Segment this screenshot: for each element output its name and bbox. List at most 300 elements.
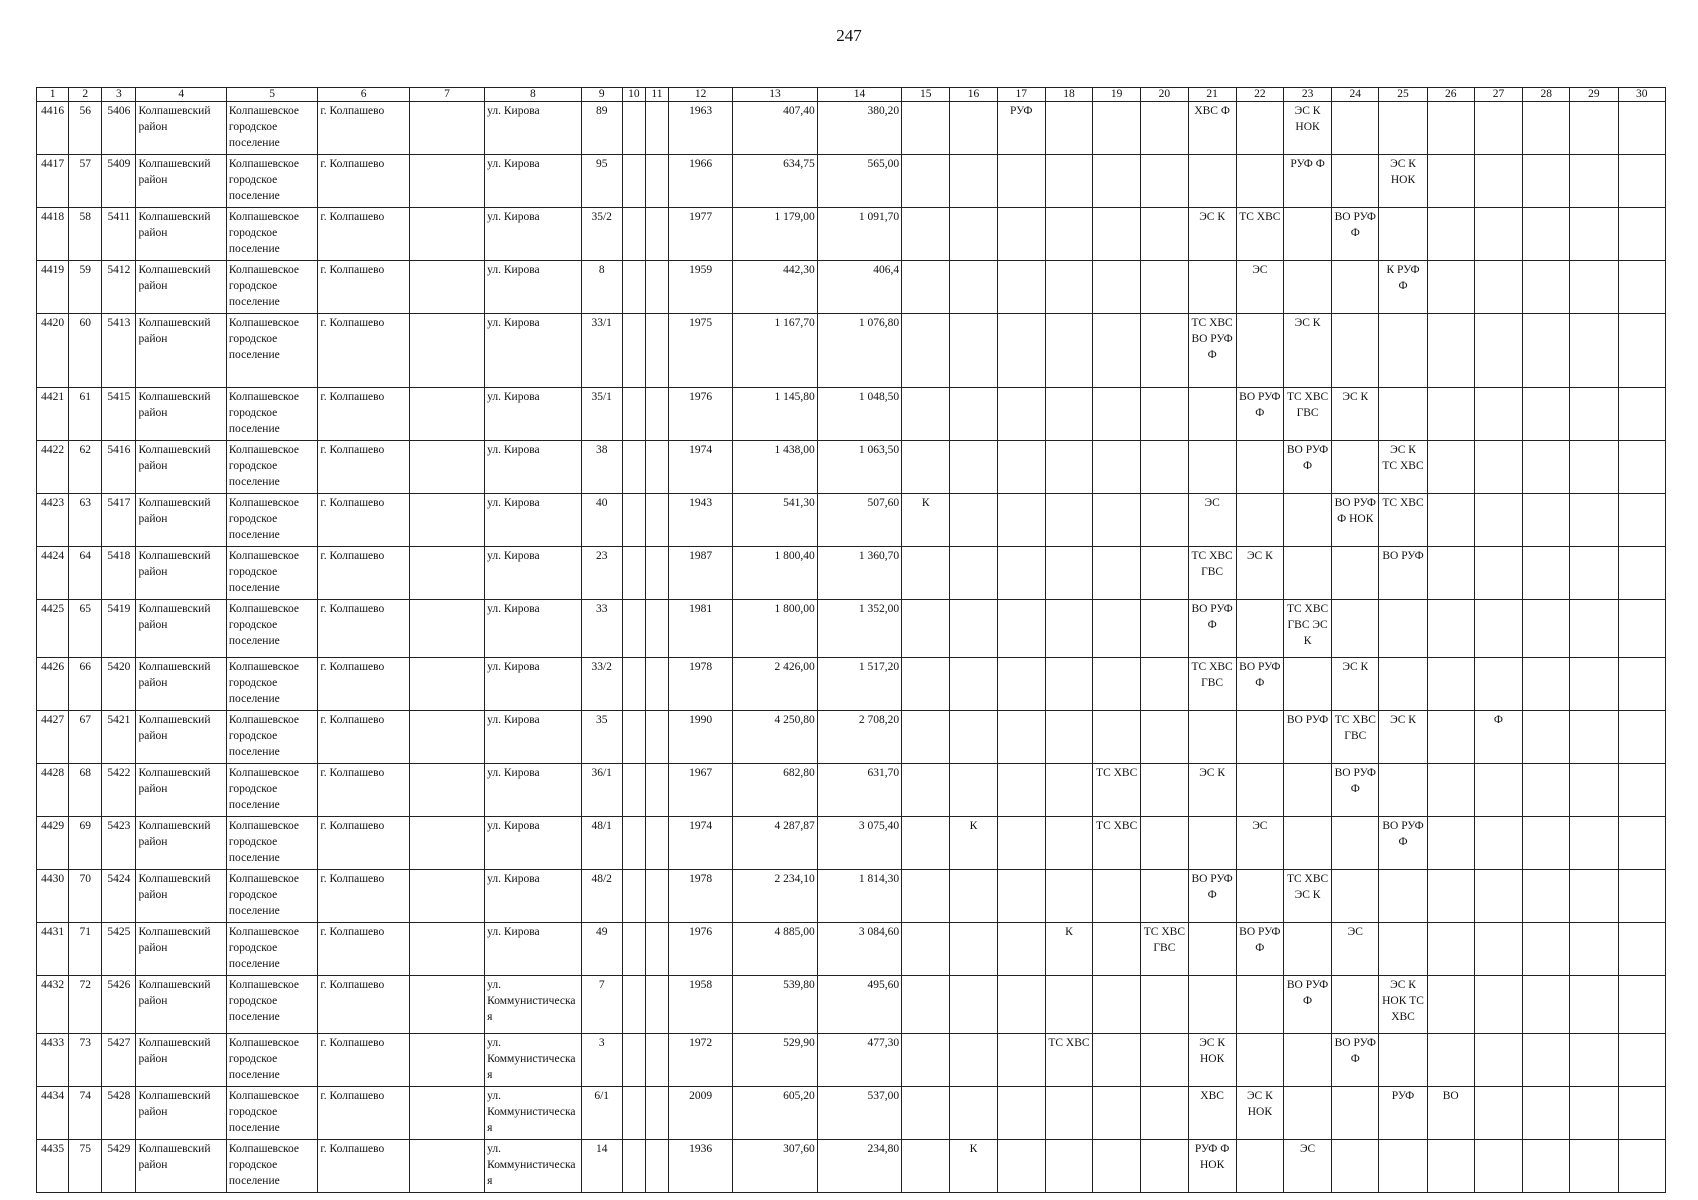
cell-col-20: ТС ХВС ГВС xyxy=(1141,923,1188,976)
cell-col-7 xyxy=(409,102,484,155)
cell-col-10 xyxy=(622,764,645,817)
cell-col-19 xyxy=(1093,208,1141,261)
cell-col-10 xyxy=(622,208,645,261)
cell-col-29 xyxy=(1570,764,1618,817)
column-header-25: 25 xyxy=(1379,88,1427,102)
cell-col-29 xyxy=(1570,1034,1618,1087)
cell-col-6: г. Колпашево xyxy=(318,764,409,817)
cell-col-21: ТС ХВС ГВС xyxy=(1188,547,1236,600)
cell-col-24: ВО РУФ Ф xyxy=(1332,764,1379,817)
cell-col-24: ЭС К xyxy=(1332,388,1379,441)
cell-col-8: ул. Кирова xyxy=(485,102,581,155)
table-row xyxy=(37,764,1666,817)
cell-col-13: 2 426,00 xyxy=(733,658,817,711)
cell-col-27 xyxy=(1474,1140,1522,1193)
cell-col-2: 69 xyxy=(69,817,102,870)
cell-col-30 xyxy=(1618,658,1665,711)
cell-col-19 xyxy=(1093,102,1141,155)
cell-col-14: 631,70 xyxy=(817,764,901,817)
cell-col-17 xyxy=(997,976,1045,1034)
cell-col-4: Колпашевский район xyxy=(136,976,226,1034)
cell-col-19 xyxy=(1093,314,1141,388)
cell-col-27 xyxy=(1474,314,1522,388)
cell-col-27 xyxy=(1474,155,1522,208)
cell-col-25: РУФ xyxy=(1379,1087,1427,1140)
cell-col-1: 4418 xyxy=(37,208,69,261)
column-header-2: 2 xyxy=(69,88,102,102)
cell-col-13: 529,90 xyxy=(733,1034,817,1087)
cell-col-11 xyxy=(645,102,668,155)
cell-col-16 xyxy=(950,547,997,600)
cell-col-25 xyxy=(1379,208,1427,261)
cell-col-20 xyxy=(1141,658,1188,711)
table-row xyxy=(37,208,1666,261)
table-row xyxy=(37,155,1666,208)
cell-col-14: 1 352,00 xyxy=(817,600,901,658)
column-numbers-header xyxy=(37,88,1666,102)
cell-col-22 xyxy=(1236,155,1283,208)
cell-col-25: ЭС К xyxy=(1379,711,1427,764)
cell-col-15 xyxy=(902,547,950,600)
cell-col-24 xyxy=(1332,547,1379,600)
cell-col-18: К xyxy=(1045,923,1092,976)
cell-col-12: 1972 xyxy=(669,1034,733,1087)
column-header-7: 7 xyxy=(409,88,484,102)
cell-col-22 xyxy=(1236,102,1283,155)
cell-col-7 xyxy=(409,388,484,441)
cell-col-4: Колпашевский район xyxy=(136,155,226,208)
cell-col-21 xyxy=(1188,817,1236,870)
cell-col-19 xyxy=(1093,441,1141,494)
cell-col-6: г. Колпашево xyxy=(318,494,409,547)
cell-col-4: Колпашевский район xyxy=(136,658,226,711)
table-row xyxy=(37,547,1666,600)
cell-col-26 xyxy=(1427,923,1474,976)
cell-col-2: 64 xyxy=(69,547,102,600)
cell-col-9: 23 xyxy=(581,547,622,600)
cell-col-17 xyxy=(997,711,1045,764)
cell-col-28 xyxy=(1523,441,1570,494)
cell-col-15 xyxy=(902,658,950,711)
cell-col-26 xyxy=(1427,817,1474,870)
cell-col-15 xyxy=(902,870,950,923)
cell-col-23: ЭС К xyxy=(1283,314,1331,388)
cell-col-23 xyxy=(1283,1034,1331,1087)
cell-col-5: Колпашевское городское поселение xyxy=(226,261,317,314)
cell-col-20 xyxy=(1141,764,1188,817)
cell-col-10 xyxy=(622,976,645,1034)
cell-col-6: г. Колпашево xyxy=(318,1087,409,1140)
cell-col-23 xyxy=(1283,547,1331,600)
cell-col-27 xyxy=(1474,1087,1522,1140)
cell-col-26 xyxy=(1427,870,1474,923)
cell-col-2: 70 xyxy=(69,870,102,923)
cell-col-26 xyxy=(1427,547,1474,600)
cell-col-25 xyxy=(1379,923,1427,976)
cell-col-28 xyxy=(1523,155,1570,208)
cell-col-24 xyxy=(1332,155,1379,208)
cell-col-27: Ф xyxy=(1474,711,1522,764)
cell-col-7 xyxy=(409,1140,484,1193)
cell-col-18 xyxy=(1045,441,1092,494)
cell-col-27 xyxy=(1474,658,1522,711)
cell-col-3: 5413 xyxy=(102,314,136,388)
cell-col-2: 65 xyxy=(69,600,102,658)
cell-col-24 xyxy=(1332,1087,1379,1140)
cell-col-9: 35/1 xyxy=(581,388,622,441)
cell-col-2: 71 xyxy=(69,923,102,976)
cell-col-5: Колпашевское городское поселение xyxy=(226,388,317,441)
cell-col-21 xyxy=(1188,976,1236,1034)
cell-col-15 xyxy=(902,1140,950,1193)
cell-col-6: г. Колпашево xyxy=(318,155,409,208)
cell-col-14: 1 048,50 xyxy=(817,388,901,441)
cell-col-10 xyxy=(622,547,645,600)
cell-col-1: 4432 xyxy=(37,976,69,1034)
cell-col-15 xyxy=(902,1034,950,1087)
cell-col-13: 1 800,00 xyxy=(733,600,817,658)
cell-col-24 xyxy=(1332,817,1379,870)
column-header-21: 21 xyxy=(1188,88,1236,102)
cell-col-1: 4417 xyxy=(37,155,69,208)
cell-col-22: ЭС К xyxy=(1236,547,1283,600)
cell-col-22 xyxy=(1236,976,1283,1034)
cell-col-18 xyxy=(1045,764,1092,817)
column-header-13: 13 xyxy=(733,88,817,102)
cell-col-16 xyxy=(950,1034,997,1087)
cell-col-3: 5418 xyxy=(102,547,136,600)
cell-col-29 xyxy=(1570,314,1618,388)
cell-col-3: 5421 xyxy=(102,711,136,764)
cell-col-5: Колпашевское городское поселение xyxy=(226,711,317,764)
cell-col-18 xyxy=(1045,1087,1092,1140)
column-header-20: 20 xyxy=(1141,88,1188,102)
cell-col-12: 2009 xyxy=(669,1087,733,1140)
cell-col-18 xyxy=(1045,208,1092,261)
cell-col-3: 5412 xyxy=(102,261,136,314)
cell-col-1: 4426 xyxy=(37,658,69,711)
cell-col-25 xyxy=(1379,658,1427,711)
cell-col-25 xyxy=(1379,314,1427,388)
cell-col-30 xyxy=(1618,1034,1665,1087)
cell-col-17 xyxy=(997,1034,1045,1087)
cell-col-18 xyxy=(1045,494,1092,547)
cell-col-7 xyxy=(409,817,484,870)
cell-col-20 xyxy=(1141,817,1188,870)
cell-col-21: ТС ХВС ГВС xyxy=(1188,658,1236,711)
cell-col-13: 307,60 xyxy=(733,1140,817,1193)
cell-col-26 xyxy=(1427,494,1474,547)
cell-col-14: 234,80 xyxy=(817,1140,901,1193)
cell-col-24 xyxy=(1332,261,1379,314)
cell-col-2: 63 xyxy=(69,494,102,547)
column-header-4: 4 xyxy=(136,88,226,102)
cell-col-8: ул. Кирова xyxy=(485,155,581,208)
cell-col-19 xyxy=(1093,388,1141,441)
column-header-28: 28 xyxy=(1523,88,1570,102)
cell-col-9: 40 xyxy=(581,494,622,547)
cell-col-2: 58 xyxy=(69,208,102,261)
table-body xyxy=(37,102,1666,1193)
cell-col-17 xyxy=(997,314,1045,388)
cell-col-30 xyxy=(1618,764,1665,817)
cell-col-23: РУФ Ф xyxy=(1283,155,1331,208)
cell-col-23 xyxy=(1283,764,1331,817)
cell-col-5: Колпашевское городское поселение xyxy=(226,155,317,208)
cell-col-26 xyxy=(1427,1140,1474,1193)
cell-col-8: ул. Кирова xyxy=(485,658,581,711)
cell-col-21 xyxy=(1188,441,1236,494)
cell-col-13: 4 885,00 xyxy=(733,923,817,976)
cell-col-16 xyxy=(950,155,997,208)
cell-col-18 xyxy=(1045,976,1092,1034)
cell-col-22 xyxy=(1236,494,1283,547)
cell-col-29 xyxy=(1570,494,1618,547)
cell-col-24 xyxy=(1332,314,1379,388)
cell-col-19: ТС ХВС xyxy=(1093,764,1141,817)
cell-col-7 xyxy=(409,764,484,817)
cell-col-28 xyxy=(1523,388,1570,441)
column-header-6: 6 xyxy=(318,88,409,102)
cell-col-9: 48/1 xyxy=(581,817,622,870)
cell-col-3: 5427 xyxy=(102,1034,136,1087)
cell-col-8: ул. Кирова xyxy=(485,923,581,976)
cell-col-18 xyxy=(1045,547,1092,600)
cell-col-28 xyxy=(1523,764,1570,817)
cell-col-12: 1978 xyxy=(669,658,733,711)
cell-col-12: 1963 xyxy=(669,102,733,155)
cell-col-26: ВО xyxy=(1427,1087,1474,1140)
cell-col-22: ЭС xyxy=(1236,817,1283,870)
cell-col-24 xyxy=(1332,441,1379,494)
cell-col-7 xyxy=(409,923,484,976)
cell-col-8: ул. Кирова xyxy=(485,764,581,817)
cell-col-24 xyxy=(1332,600,1379,658)
column-header-23: 23 xyxy=(1283,88,1331,102)
cell-col-9: 14 xyxy=(581,1140,622,1193)
cell-col-7 xyxy=(409,711,484,764)
cell-col-4: Колпашевский район xyxy=(136,494,226,547)
cell-col-1: 4434 xyxy=(37,1087,69,1140)
column-header-3: 3 xyxy=(102,88,136,102)
cell-col-21: ЭС К НОК xyxy=(1188,1034,1236,1087)
cell-col-15 xyxy=(902,976,950,1034)
cell-col-15 xyxy=(902,764,950,817)
cell-col-8: ул. Кирова xyxy=(485,441,581,494)
cell-col-19 xyxy=(1093,923,1141,976)
cell-col-12: 1976 xyxy=(669,923,733,976)
cell-col-3: 5409 xyxy=(102,155,136,208)
cell-col-18 xyxy=(1045,711,1092,764)
cell-col-11 xyxy=(645,711,668,764)
cell-col-11 xyxy=(645,658,668,711)
cell-col-25: ЭС К НОК ТС ХВС xyxy=(1379,976,1427,1034)
cell-col-11 xyxy=(645,547,668,600)
cell-col-6: г. Колпашево xyxy=(318,711,409,764)
cell-col-14: 507,60 xyxy=(817,494,901,547)
column-header-17: 17 xyxy=(997,88,1045,102)
cell-col-28 xyxy=(1523,1087,1570,1140)
cell-col-29 xyxy=(1570,155,1618,208)
cell-col-30 xyxy=(1618,870,1665,923)
cell-col-27 xyxy=(1474,600,1522,658)
cell-col-12: 1977 xyxy=(669,208,733,261)
cell-col-28 xyxy=(1523,314,1570,388)
cell-col-4: Колпашевский район xyxy=(136,547,226,600)
cell-col-14: 380,20 xyxy=(817,102,901,155)
cell-col-26 xyxy=(1427,658,1474,711)
cell-col-16 xyxy=(950,976,997,1034)
cell-col-26 xyxy=(1427,600,1474,658)
cell-col-6: г. Колпашево xyxy=(318,314,409,388)
cell-col-22 xyxy=(1236,711,1283,764)
cell-col-10 xyxy=(622,155,645,208)
cell-col-7 xyxy=(409,1034,484,1087)
cell-col-21: ТС ХВС ВО РУФ Ф xyxy=(1188,314,1236,388)
cell-col-11 xyxy=(645,155,668,208)
cell-col-14: 565,00 xyxy=(817,155,901,208)
cell-col-14: 1 091,70 xyxy=(817,208,901,261)
cell-col-8: ул. Коммунистическая xyxy=(485,1140,581,1193)
cell-col-2: 68 xyxy=(69,764,102,817)
cell-col-29 xyxy=(1570,388,1618,441)
cell-col-21: ВО РУФ Ф xyxy=(1188,870,1236,923)
column-header-14: 14 xyxy=(817,88,901,102)
cell-col-5: Колпашевское городское поселение xyxy=(226,923,317,976)
cell-col-2: 57 xyxy=(69,155,102,208)
cell-col-16 xyxy=(950,764,997,817)
cell-col-26 xyxy=(1427,102,1474,155)
cell-col-10 xyxy=(622,441,645,494)
cell-col-5: Колпашевское городское поселение xyxy=(226,600,317,658)
cell-col-6: г. Колпашево xyxy=(318,817,409,870)
cell-col-8: ул. Кирова xyxy=(485,314,581,388)
cell-col-12: 1936 xyxy=(669,1140,733,1193)
cell-col-16 xyxy=(950,600,997,658)
table-row xyxy=(37,923,1666,976)
cell-col-26 xyxy=(1427,1034,1474,1087)
cell-col-5: Колпашевское городское поселение xyxy=(226,764,317,817)
cell-col-28 xyxy=(1523,1034,1570,1087)
cell-col-3: 5411 xyxy=(102,208,136,261)
cell-col-11 xyxy=(645,494,668,547)
cell-col-13: 1 800,40 xyxy=(733,547,817,600)
cell-col-28 xyxy=(1523,711,1570,764)
cell-col-27 xyxy=(1474,1034,1522,1087)
cell-col-9: 33/2 xyxy=(581,658,622,711)
cell-col-2: 62 xyxy=(69,441,102,494)
cell-col-25: ВО РУФ Ф xyxy=(1379,817,1427,870)
cell-col-7 xyxy=(409,208,484,261)
cell-col-13: 605,20 xyxy=(733,1087,817,1140)
cell-col-18 xyxy=(1045,817,1092,870)
cell-col-5: Колпашевское городское поселение xyxy=(226,547,317,600)
cell-col-12: 1966 xyxy=(669,155,733,208)
cell-col-15 xyxy=(902,1087,950,1140)
cell-col-9: 89 xyxy=(581,102,622,155)
cell-col-25: ВО РУФ xyxy=(1379,547,1427,600)
cell-col-11 xyxy=(645,1140,668,1193)
cell-col-29 xyxy=(1570,600,1618,658)
cell-col-3: 5416 xyxy=(102,441,136,494)
cell-col-10 xyxy=(622,870,645,923)
cell-col-25: ЭС К ТС ХВС xyxy=(1379,441,1427,494)
cell-col-23: ВО РУФ Ф xyxy=(1283,976,1331,1034)
cell-col-26 xyxy=(1427,208,1474,261)
cell-col-25 xyxy=(1379,102,1427,155)
cell-col-30 xyxy=(1618,976,1665,1034)
cell-col-15 xyxy=(902,711,950,764)
cell-col-24 xyxy=(1332,870,1379,923)
cell-col-22: ВО РУФ Ф xyxy=(1236,388,1283,441)
cell-col-6: г. Колпашево xyxy=(318,388,409,441)
cell-col-2: 60 xyxy=(69,314,102,388)
cell-col-13: 442,30 xyxy=(733,261,817,314)
cell-col-23: ТС ХВС ГВС xyxy=(1283,388,1331,441)
cell-col-14: 537,00 xyxy=(817,1087,901,1140)
cell-col-15 xyxy=(902,102,950,155)
cell-col-25 xyxy=(1379,764,1427,817)
cell-col-28 xyxy=(1523,923,1570,976)
cell-col-5: Колпашевское городское поселение xyxy=(226,870,317,923)
cell-col-15: К xyxy=(902,494,950,547)
cell-col-17 xyxy=(997,600,1045,658)
cell-col-13: 1 145,80 xyxy=(733,388,817,441)
cell-col-6: г. Колпашево xyxy=(318,870,409,923)
cell-col-19 xyxy=(1093,600,1141,658)
cell-col-5: Колпашевское городское поселение xyxy=(226,494,317,547)
cell-col-16 xyxy=(950,314,997,388)
cell-col-9: 36/1 xyxy=(581,764,622,817)
cell-col-11 xyxy=(645,870,668,923)
cell-col-15 xyxy=(902,208,950,261)
cell-col-6: г. Колпашево xyxy=(318,976,409,1034)
cell-col-5: Колпашевское городское поселение xyxy=(226,208,317,261)
cell-col-5: Колпашевское городское поселение xyxy=(226,102,317,155)
cell-col-17 xyxy=(997,870,1045,923)
cell-col-8: ул. Коммунистическая xyxy=(485,976,581,1034)
cell-col-29 xyxy=(1570,1087,1618,1140)
column-header-8: 8 xyxy=(485,88,581,102)
cell-col-23: ЭС К НОК xyxy=(1283,102,1331,155)
cell-col-20 xyxy=(1141,1140,1188,1193)
cell-col-1: 4421 xyxy=(37,388,69,441)
cell-col-11 xyxy=(645,1034,668,1087)
cell-col-21 xyxy=(1188,261,1236,314)
cell-col-17 xyxy=(997,658,1045,711)
cell-col-12: 1976 xyxy=(669,388,733,441)
cell-col-27 xyxy=(1474,547,1522,600)
cell-col-10 xyxy=(622,658,645,711)
cell-col-25 xyxy=(1379,600,1427,658)
cell-col-6: г. Колпашево xyxy=(318,208,409,261)
cell-col-9: 33 xyxy=(581,600,622,658)
cell-col-8: ул. Кирова xyxy=(485,870,581,923)
cell-col-1: 4423 xyxy=(37,494,69,547)
cell-col-28 xyxy=(1523,870,1570,923)
cell-col-14: 3 075,40 xyxy=(817,817,901,870)
cell-col-6: г. Колпашево xyxy=(318,441,409,494)
cell-col-19 xyxy=(1093,547,1141,600)
cell-col-14: 1 063,50 xyxy=(817,441,901,494)
cell-col-13: 634,75 xyxy=(733,155,817,208)
cell-col-17 xyxy=(997,494,1045,547)
cell-col-9: 8 xyxy=(581,261,622,314)
cell-col-27 xyxy=(1474,494,1522,547)
cell-col-8: ул. Кирова xyxy=(485,600,581,658)
cell-col-30 xyxy=(1618,494,1665,547)
cell-col-30 xyxy=(1618,547,1665,600)
